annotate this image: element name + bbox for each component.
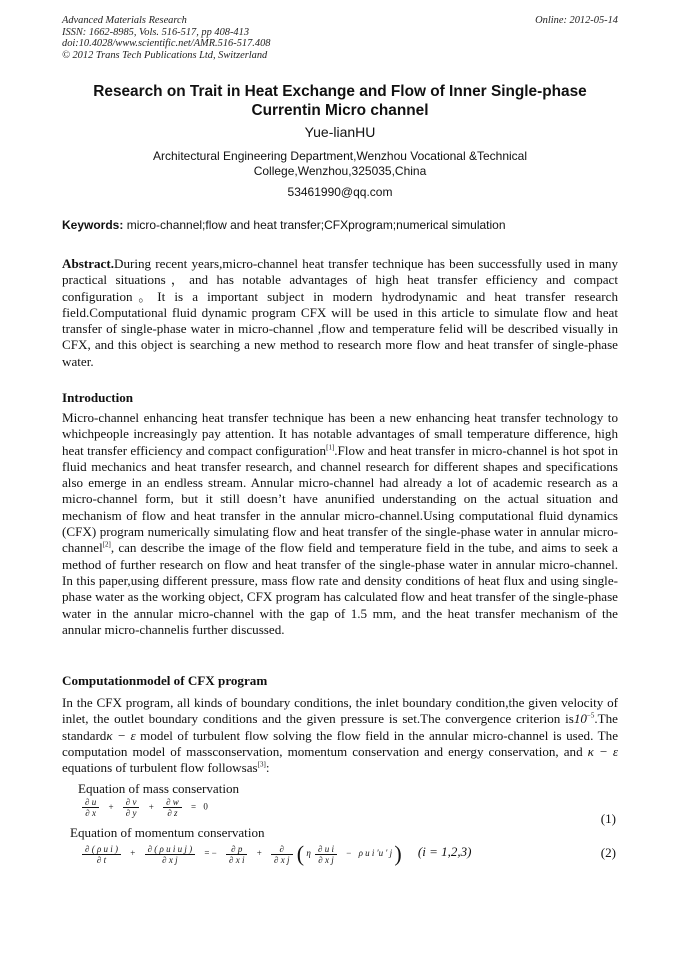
eq1-term-u: $\frac{\partial u}{\partial x}$: [82, 797, 99, 818]
intro-text-2: .Flow and heat transfer in micro-channel is hot spot in fluid mechanics and heat transfer research, and channel research for different shapes and specifications also emerge in an endless stream. Annular micro-channel had already a lot of academic research as a micro-channel form, but it still doesn’t have anunified understanding on the actual situation and mechanism of flow and heat transfer in the annular micro-channel.Using computational fluid dynamics (CFX) program numerically simulating flow and heat transfer of the single-phase water in annular micro-channel: [62, 442, 618, 556]
comp-text-4: equations of turbulent flow followsas: [62, 760, 258, 776]
kappa-epsilon-symbol-2: κ − ε: [587, 743, 619, 759]
author-name: Yue-lianHU: [304, 124, 376, 140]
introduction-heading: Introduction: [62, 390, 134, 405]
kappa-epsilon-symbol: κ − ε: [106, 727, 136, 743]
eq2-term-velocity-gradient: $\frac{\text{∂ u i}}{\text{∂ x j}}$: [315, 844, 337, 865]
citation-3: [3]: [257, 760, 266, 769]
copyright-line: © 2012 Trans Tech Publications Ltd, Switzerland: [62, 49, 268, 61]
mass-conservation-label: Equation of mass conservation: [78, 781, 240, 796]
computation-paragraph: [62, 695, 618, 776]
keywords-text: micro-channel;flow and heat transfer;CFXprogram;numerical simulation: [123, 218, 506, 232]
keywords-label: Keywords:: [62, 218, 124, 232]
index-condition: (i = 1,2,3): [417, 844, 472, 860]
eq2-term-time: $\frac{\text{∂ ( ρ u i )}}{\partial t}$: [82, 844, 121, 865]
equation-number-2: (2): [600, 845, 616, 860]
doi-line: doi:10.4028/www.scientific.net/AMR.516-517.408: [62, 38, 271, 50]
abstract-label: Abstract.: [62, 256, 114, 271]
criterion-exponent: −5: [586, 711, 595, 720]
citation-2: [2]: [102, 541, 111, 550]
criterion-base: 10: [573, 711, 587, 727]
equation-momentum-conservation: $\frac{\text{∂ ( ρ u i )}}{\partial t}$ + $\frac{\text{∂ ( ρ u i u j )}}{\text{∂ x j}}$ = − $\frac{\partial p}{\text{∂ x i}}$ + $\frac{\partial}{\text{∂ x j}}$ ( η $\frac{\text{∂ u i}}{\text{∂ x j}}$ − ρ u i ′u ′ j ) (i = 1,2,3): [80, 841, 471, 867]
abstract-paragraph: [62, 256, 618, 370]
momentum-conservation-label: Equation of momentum conservation: [70, 825, 265, 840]
citation-1: [1]: [326, 443, 335, 452]
eq1-term-v: $\frac{\partial v}{\partial y}$: [123, 797, 140, 818]
eq2-term-divergence: $\frac{\partial}{\text{∂ x j}}$: [271, 844, 292, 865]
paper-title: Research on Trait in Heat Exchange and Flow of Inner Single-phase Currentin Micro channel: [93, 83, 587, 119]
issn-line: ISSN: 1662-8985, Vols. 516-517, pp 408-413: [62, 26, 250, 38]
journal-name: Advanced Materials Research: [62, 15, 187, 26]
intro-text-1: Micro-channel enhancing heat transfer technique has been a new enhancing heat transfer technology to whichpeople increasingly pay attention. It has notable advantages of small temperature difference, high heat transfer efficiency and compact configuration: [62, 410, 618, 458]
keywords-line: [62, 218, 618, 232]
journal-header: [62, 15, 618, 61]
equation-mass-conservation: $\frac{\partial u}{\partial x}$ + $\frac{\partial v}{\partial y}$ + $\frac{\partial w}{\partial z}$ = 0: [80, 797, 208, 818]
eq2-term-pressure: $\frac{\partial p}{\text{∂ x i}}$: [226, 844, 247, 865]
comp-text-5: :: [265, 760, 270, 776]
author-email: 53461990@qq.com: [287, 185, 393, 199]
intro-text-3: , can describe the image of the flow field and temperature field in the tube, and aims to seek a method of further research on flow and heat transfer of the single-phase water in annular micro-channel. In this paper,using different pressure, mass flow rate and density conditions of heat flux and using single-phase water as the working object, CFX program has calculated flow and heat transfer of the single-phase water in the annular micro-channel with the gap of 1.5 mm, and the heat transfer mechanism of the annular micro-channelis further discussed.: [62, 540, 618, 637]
online-date: Online: 2012-05-14: [535, 15, 618, 26]
comp-text-3: model of turbulent flow solving the flow field in the annular micro-channel is used. The computation model of massconservation, momentum conservation and energy conservation, and: [62, 727, 619, 759]
comp-text-1: In the CFX program, all kinds of boundary conditions, the inlet boundary condition,the given velocity of inlet, the outlet boundary conditions and the given pressure is set.The convergence criterion is: [62, 695, 618, 727]
abstract-text: During recent years,micro-channel heat transfer technique has been successfully used in many practical situations，and has notable advantages of high heat transfer efficiency and compact configuration。It is a important subject in modern hydrodynamic and heat transfer research field.Computational fluid dynamic program CFX will be used in this article to simulate flow and heat transfer of single-phase water in micro-channel ,flow and temperature felid will be described visually in CFX, and this object is searching a new method to research more flow and heat transfer of single-phase water.: [62, 256, 618, 369]
comp-text-2: .The standard: [62, 711, 618, 743]
equation-number-1: (1): [600, 811, 616, 826]
eq2-term-convection: $\frac{\text{∂ ( ρ u i u j )}}{\text{∂ x j}}$: [145, 844, 196, 865]
eq1-term-w: $\frac{\partial w}{\partial z}$: [163, 797, 182, 818]
computation-heading: Computationmodel of CFX program: [62, 673, 268, 688]
author-affiliation: Architectural Engineering Department,Wenzhou Vocational &Technical College,Wenzhou,325035,China: [153, 149, 527, 178]
introduction-paragraph: [62, 410, 618, 638]
